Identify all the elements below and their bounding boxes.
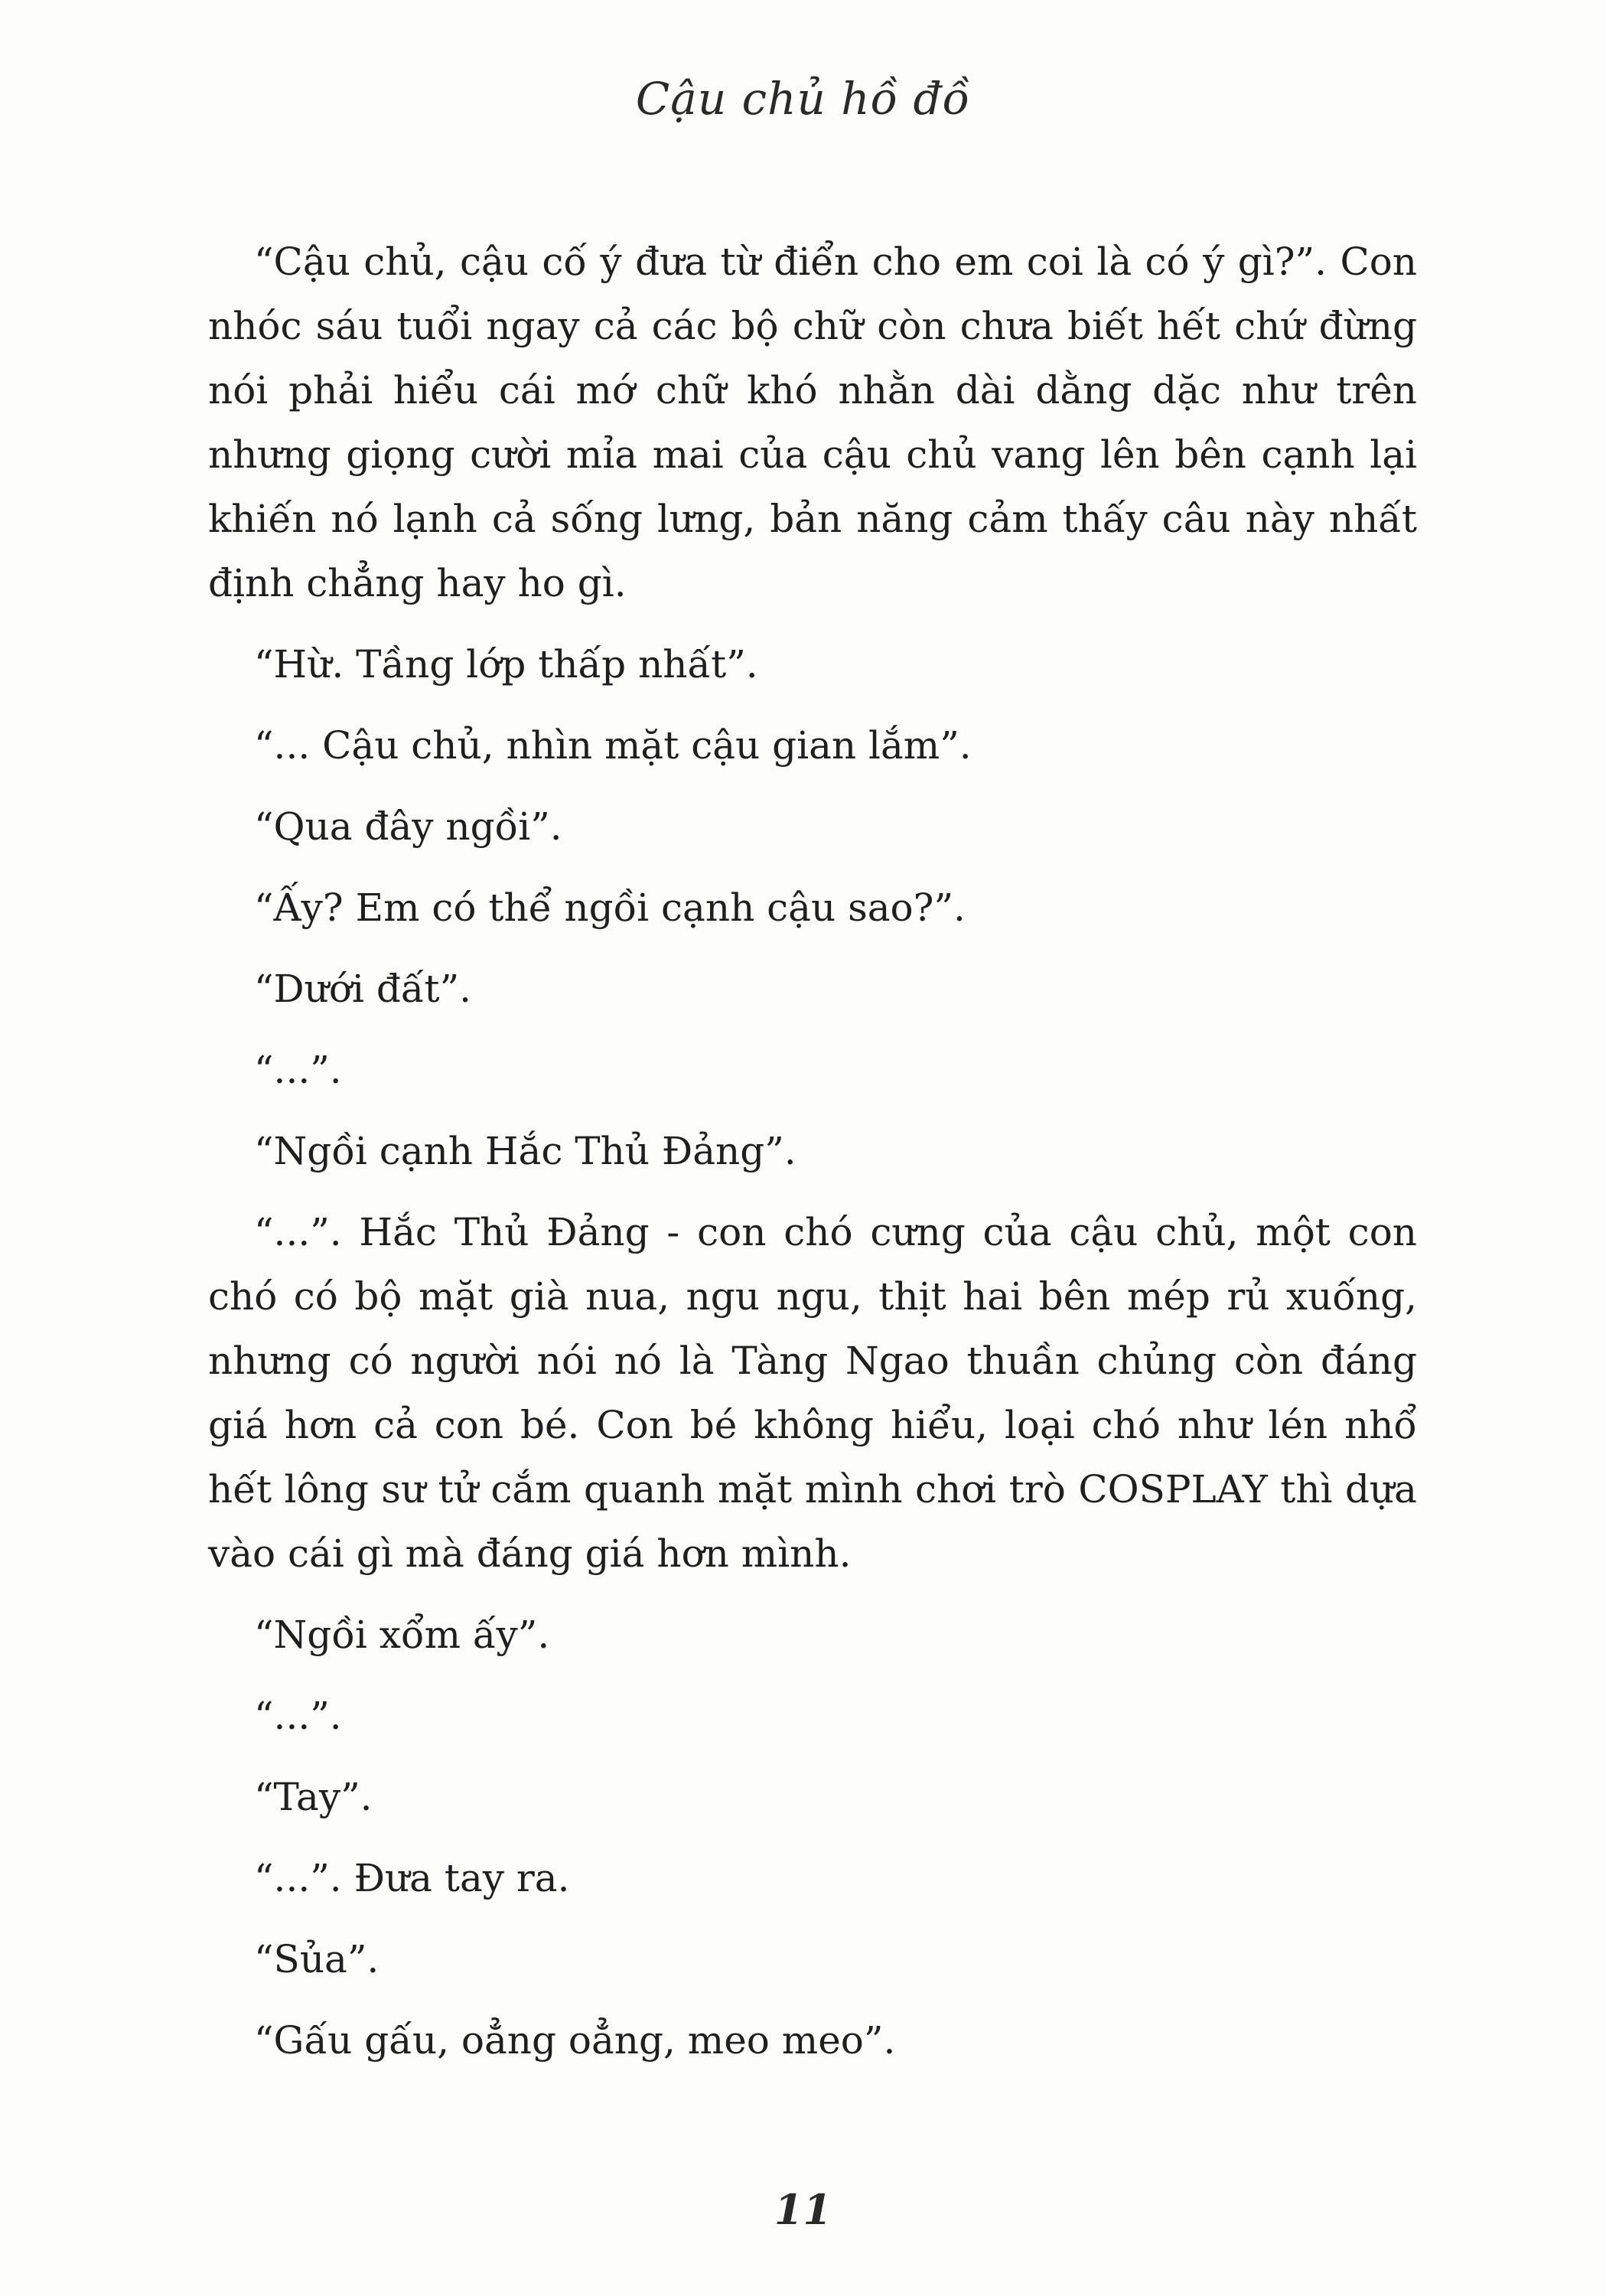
page-number: 11 [774, 2185, 832, 2234]
paragraph-6: “Dưới đất”. [254, 967, 472, 1011]
paragraph-9: “...”. Hắc Thủ Đảng - con chó cưng của cậu chủ, một con chó có bộ mặt già nua, ngu ngu, thịt hai bên mép rủ xuống, nhưng có người nói nó là Tàng Ngao thuần chủng còn đáng giá hơn cả con bé. Con bé không hiểu, loại chó như lén nhổ hết lông sư tử cắm quanh mặt mình chơi trò COSPLAY thì dựa vào cái gì mà đáng giá hơn mình. [208, 1210, 1417, 1576]
running-header-title: Cậu chủ hồ đồ [635, 73, 971, 125]
body-text [208, 230, 1417, 2089]
paragraph-2: “Hừ. Tầng lớp thấp nhất”. [254, 642, 758, 687]
paragraph-3: “... Cậu chủ, nhìn mặt cậu gian lắm”. [254, 723, 972, 768]
paragraph-13: “...”. Đưa tay ra. [254, 1856, 570, 1900]
paragraph-4: “Qua đây ngồi”. [254, 804, 562, 849]
paragraph-11: “...”. [254, 1694, 342, 1738]
paragraph-5: “Ấy? Em có thể ngồi cạnh cậu sao?”. [254, 885, 966, 930]
paragraph-10: “Ngồi xổm ấy”. [254, 1613, 550, 1657]
paragraph-14: “Sủa”. [254, 1937, 380, 1981]
paragraph-1: “Cậu chủ, cậu cố ý đưa từ điển cho em coi là có ý gì?”. Con nhóc sáu tuổi ngay cả các bộ chữ còn chưa biết hết chứ đừng nói phải hiểu cái mớ chữ khó nhằn dài dằng dặc như trên nhưng giọng cười mỉa mai của cậu chủ vang lên bên cạnh lại khiến nó lạnh cả sống lưng, bản năng cảm thấy câu này nhất định chẳng hay ho gì. [208, 240, 1417, 605]
paragraph-15: “Gấu gấu, oẳng oẳng, meo meo”. [254, 2018, 896, 2063]
paragraph-7: “...”. [254, 1048, 342, 1092]
paragraph-12: “Tay”. [254, 1775, 373, 1819]
paragraph-8: “Ngồi cạnh Hắc Thủ Đảng”. [254, 1129, 796, 1173]
